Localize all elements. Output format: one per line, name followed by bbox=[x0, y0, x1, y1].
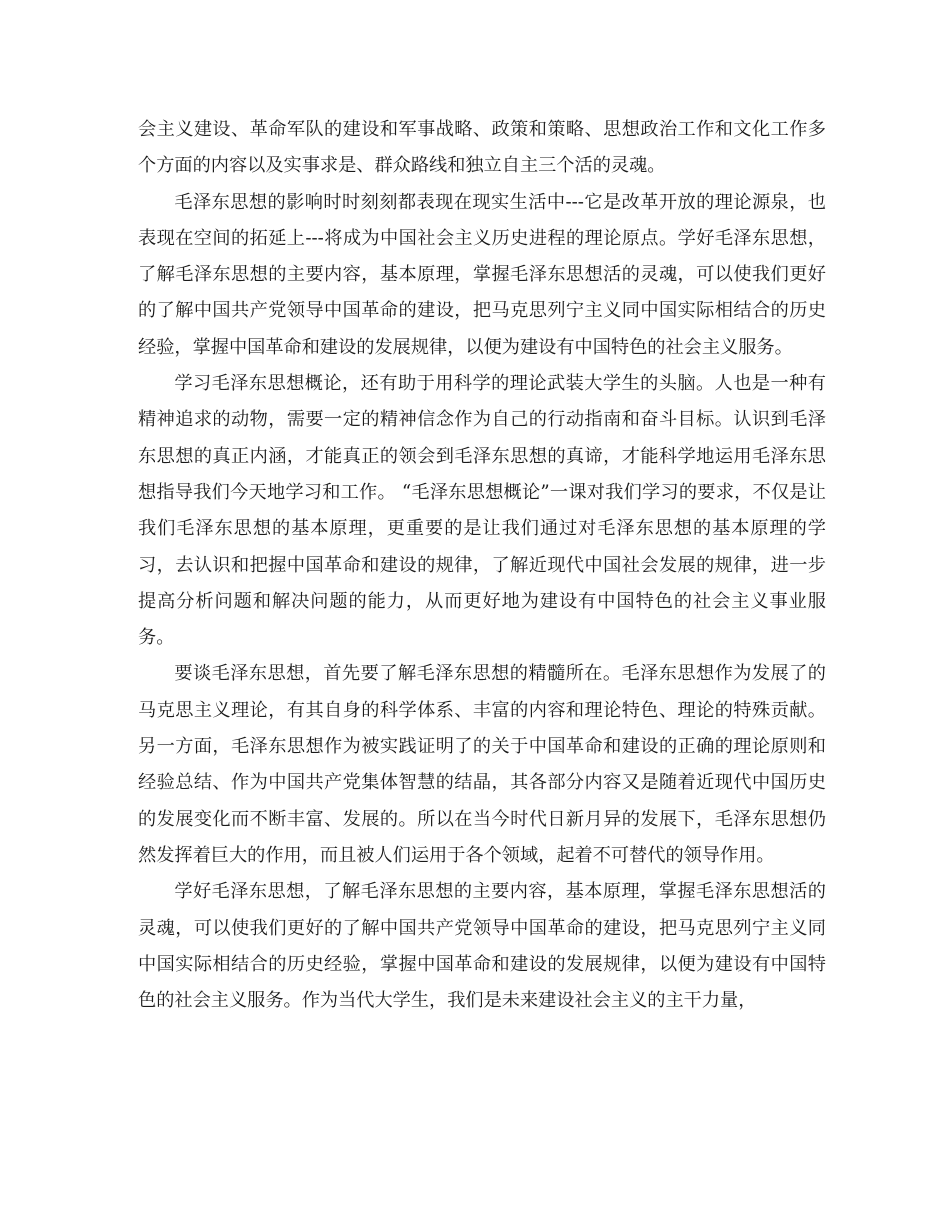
document-body bbox=[138, 112, 826, 1019]
paragraph: 毛泽东思想的影响时时刻刻都表现在现实生活中---它是改革开放的理论源泉，也表现在空间的拓延上---将成为中国社会主义历史进程的理论原点。学好毛泽东思想，了解毛泽东思想的主要内容，基本原理，掌握毛泽东思想活的灵魂，可以使我们更好的了解中国共产党领导中国革命的建设，把马克思列宁主义同中国实际相结合的历史经验，掌握中国革命和建设的发展规律，以便为建设有中国特色的社会主义服务。 bbox=[138, 191, 826, 358]
paragraph-continued: 会主义建设、革命军队的建设和军事战略、政策和策略、思想政治工作和文化工作多个方面的内容以及实事求是、群众路线和独立自主三个活的灵魂。 bbox=[138, 119, 826, 177]
paragraph: 学好毛泽东思想，了解毛泽东思想的主要内容，基本原理，掌握毛泽东思想活的灵魂，可以使我们更好的了解中国共产党领导中国革命的建设，把马克思列宁主义同中国实际相结合的历史经验，掌握中国革命和建设的发展规律，以便为建设有中国特色的社会主义服务。作为当代大学生，我们是未来建设社会主义的主干力量， bbox=[138, 881, 826, 1012]
paragraph: 学习毛泽东思想概论，还有助于用科学的理论武装大学生的头脑。人也是一种有精神追求的动物，需要一定的精神信念作为自己的行动指南和奋斗目标。认识到毛泽东思想的真正内涵，才能真正的领会到毛泽东思想的真谛，才能科学地运用毛泽东思想指导我们今天地学习和工作。 “毛泽东思想概论”一课对我们学习的要求，不仅是让我们毛泽东思想的基本原理，更重要的是让我们通过对毛泽东思想的基本原理的学习，去认识和把握中国革命和建设的规律，了解近现代中国社会发展的规律，进一步提高分析问题和解决问题的能力，从而更好地为建设有中国特色的社会主义事业服务。 bbox=[138, 373, 826, 649]
paragraph: 要谈毛泽东思想，首先要了解毛泽东思想的精髓所在。毛泽东思想作为发展了的马克思主义理论，有其自身的科学体系、丰富的内容和理论特色、理论的特殊贡献。另一方面，毛泽东思想作为被实践证明了的关于中国革命和建设的正确的理论原则和经验总结、作为中国共产党集体智慧的结晶，其各部分内容又是随着近现代中国历史的发展变化而不断丰富、发展的。所以在当今时代日新月异的发展下，毛泽东思想仍然发挥着巨大的作用，而且被人们运用于各个领域，起着不可替代的领导作用。 bbox=[138, 663, 826, 866]
